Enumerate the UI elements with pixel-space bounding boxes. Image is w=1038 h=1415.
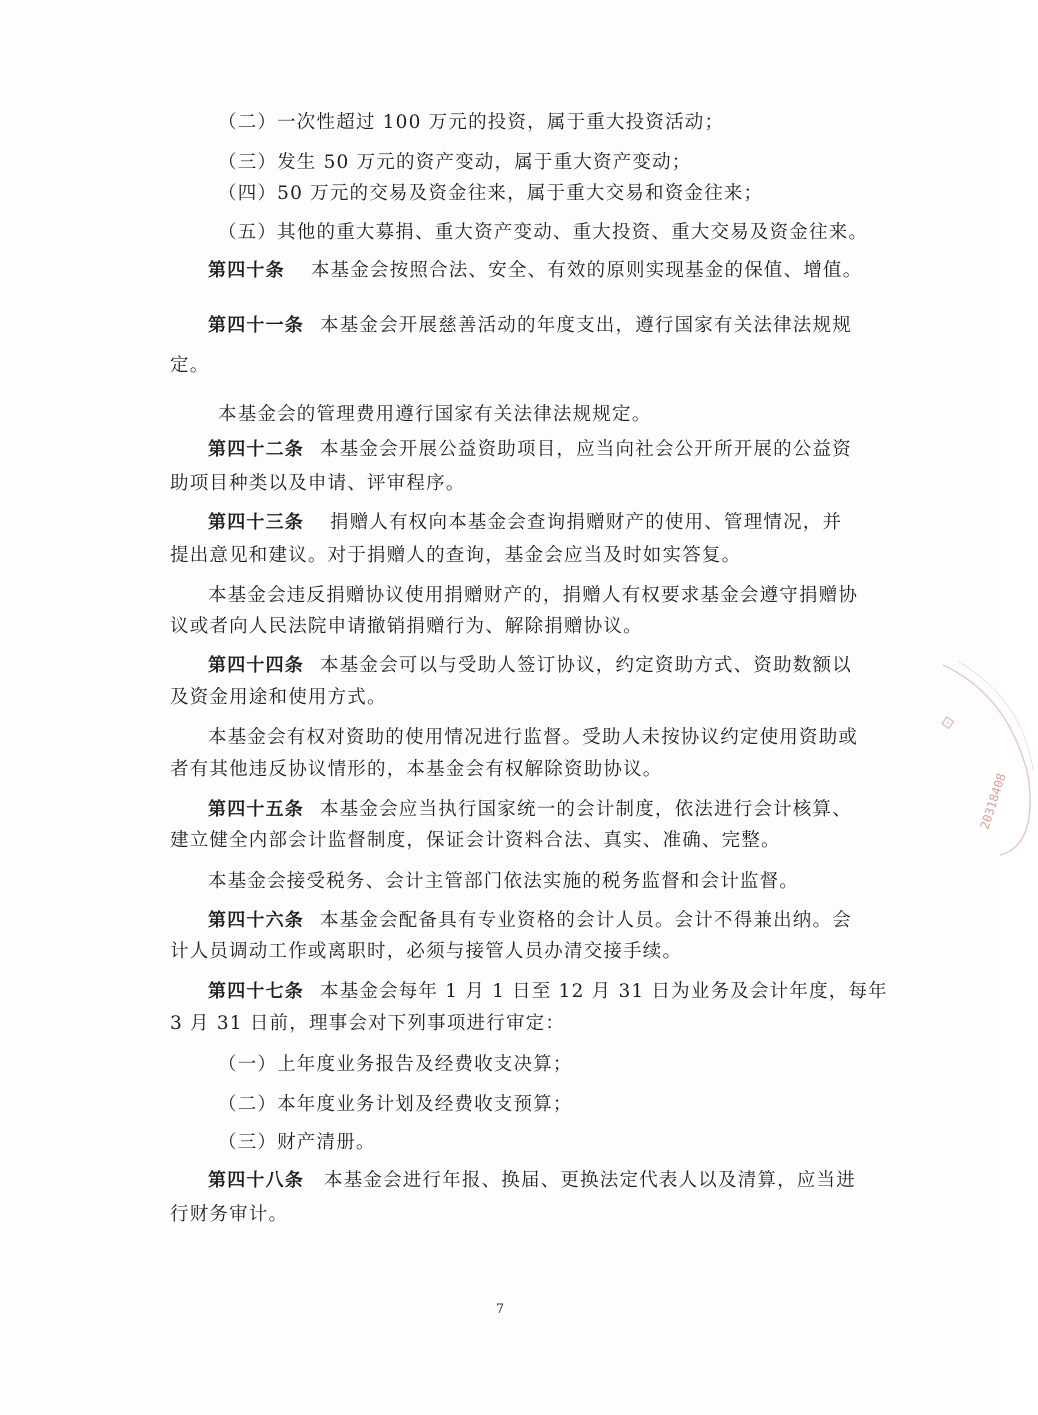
text-line [218,220,868,246]
line-text: 建立健全内部会计监督制度，保证会计资料合法、真实、准确、完整。 [170,830,781,851]
line-text: 本基金会应当执行国家统一的会计制度，依法进行会计核算、 [320,799,852,820]
text-line [170,757,663,783]
article-number: 第四十四条 [208,655,304,676]
text-line [208,583,858,609]
line-text: 本基金会开展慈善活动的年度支出，遵行国家有关法律法规规 [320,315,852,336]
text-line [218,181,763,207]
line-text: 捐赠人有权向本基金会查询捐赠财产的使用、管理情况，并 [330,512,843,533]
text-line [218,402,651,428]
text-line [170,828,781,854]
text-line [170,685,387,711]
text-line [170,1202,288,1228]
line-text: 3 月 31 日前，理事会对下列事项进行审定： [170,1013,566,1034]
article-number: 第四十七条 [208,981,304,1002]
line-text: 本基金会配备具有专业资格的会计人员。会计不得兼出纳。会 [320,910,852,931]
text-line [170,939,682,965]
text-line [170,471,466,497]
seal-stamp [888,655,1038,865]
line-text: （三）财产清册。 [218,1132,376,1153]
article-number: 第四十一条 [208,315,304,336]
article-line [208,258,862,284]
line-text: 者有其他违反协议情形的，本基金会有权解除资助协议。 [170,759,663,780]
article-line [208,979,888,1005]
article-number: 第四十五条 [208,799,304,820]
line-text: （二）一次性超过 100 万元的投资，属于重大投资活动； [218,112,725,133]
line-text: （二）本年度业务计划及经费收支预算； [218,1094,573,1115]
line-text: 本基金会有权对资助的使用情况进行监督。受助人未按协议约定使用资助或 [208,727,859,748]
line-text: （五）其他的重大募捐、重大资产变动、重大投资、重大交易及资金往来。 [218,222,869,243]
article-line [208,797,852,823]
svg-text:⊡: ⊡ [938,713,959,733]
article-line [208,653,852,679]
line-text: 本基金会每年 1 月 1 日至 12 月 31 日为业务及会计年度，每年 [320,981,888,1002]
line-text: 本基金会的管理费用遵行国家有关法律法规规定。 [218,404,652,425]
text-line [218,1052,573,1078]
line-text: 议或者向人民法院申请撤销捐赠行为、解除捐赠协议。 [170,616,643,637]
line-text: 本基金会按照合法、安全、有效的原则实现基金的保值、增值。 [310,260,863,281]
text-line [218,110,724,136]
line-text: （一）上年度业务报告及经费收支决算； [218,1054,573,1075]
line-text: （三）发生 50 万元的资产变动，属于重大资产变动； [218,152,692,173]
article-line [208,510,842,536]
line-text: 提出意见和建议。对于捐赠人的查询，基金会应当及时如实答复。 [170,545,742,566]
line-text: 本基金会违反捐赠协议使用捐赠财产的，捐赠人有权要求基金会遵守捐赠协 [208,585,859,606]
text-line [170,1011,565,1037]
article-number: 第四十二条 [208,439,304,460]
text-line [170,353,209,379]
article-line [208,437,852,463]
line-text: 本基金会开展公益资助项目，应当向社会公开所开展的公益资 [320,439,852,460]
article-number: 第四十八条 [208,1170,304,1191]
line-text: 助项目种类以及申请、评审程序。 [170,473,466,494]
text-line [170,614,643,640]
article-line [208,908,852,934]
line-text: 本基金会进行年报、换届、更换法定代表人以及清算，应当进 [324,1170,856,1191]
article-number: 第四十三条 [208,512,304,533]
text-line [218,150,692,176]
text-line [208,869,799,895]
text-line [218,1092,573,1118]
text-line [208,725,858,751]
line-text: 本基金会可以与受助人签订协议，约定资助方式、资助数额以 [320,655,852,676]
svg-text:20318408: 20318408 [977,771,1009,831]
line-text: 本基金会接受税务、会计主管部门依法实施的税务监督和会计监督。 [208,871,800,892]
article-number: 第四十条 [208,260,285,281]
article-line [208,1168,856,1194]
line-text: 计人员调动工作或离职时，必须与接管人员办清交接手续。 [170,941,683,962]
page-number: 7 [495,1302,505,1317]
article-line [208,313,852,339]
line-text: 定。 [170,355,210,376]
line-text: 及资金用途和使用方式。 [170,687,387,708]
line-text: 行财务审计。 [170,1204,289,1225]
text-line [218,1130,376,1156]
text-line [170,543,741,569]
line-text: （四）50 万元的交易及资金往来，属于重大交易和资金往来； [218,183,764,204]
article-number: 第四十六条 [208,910,304,931]
